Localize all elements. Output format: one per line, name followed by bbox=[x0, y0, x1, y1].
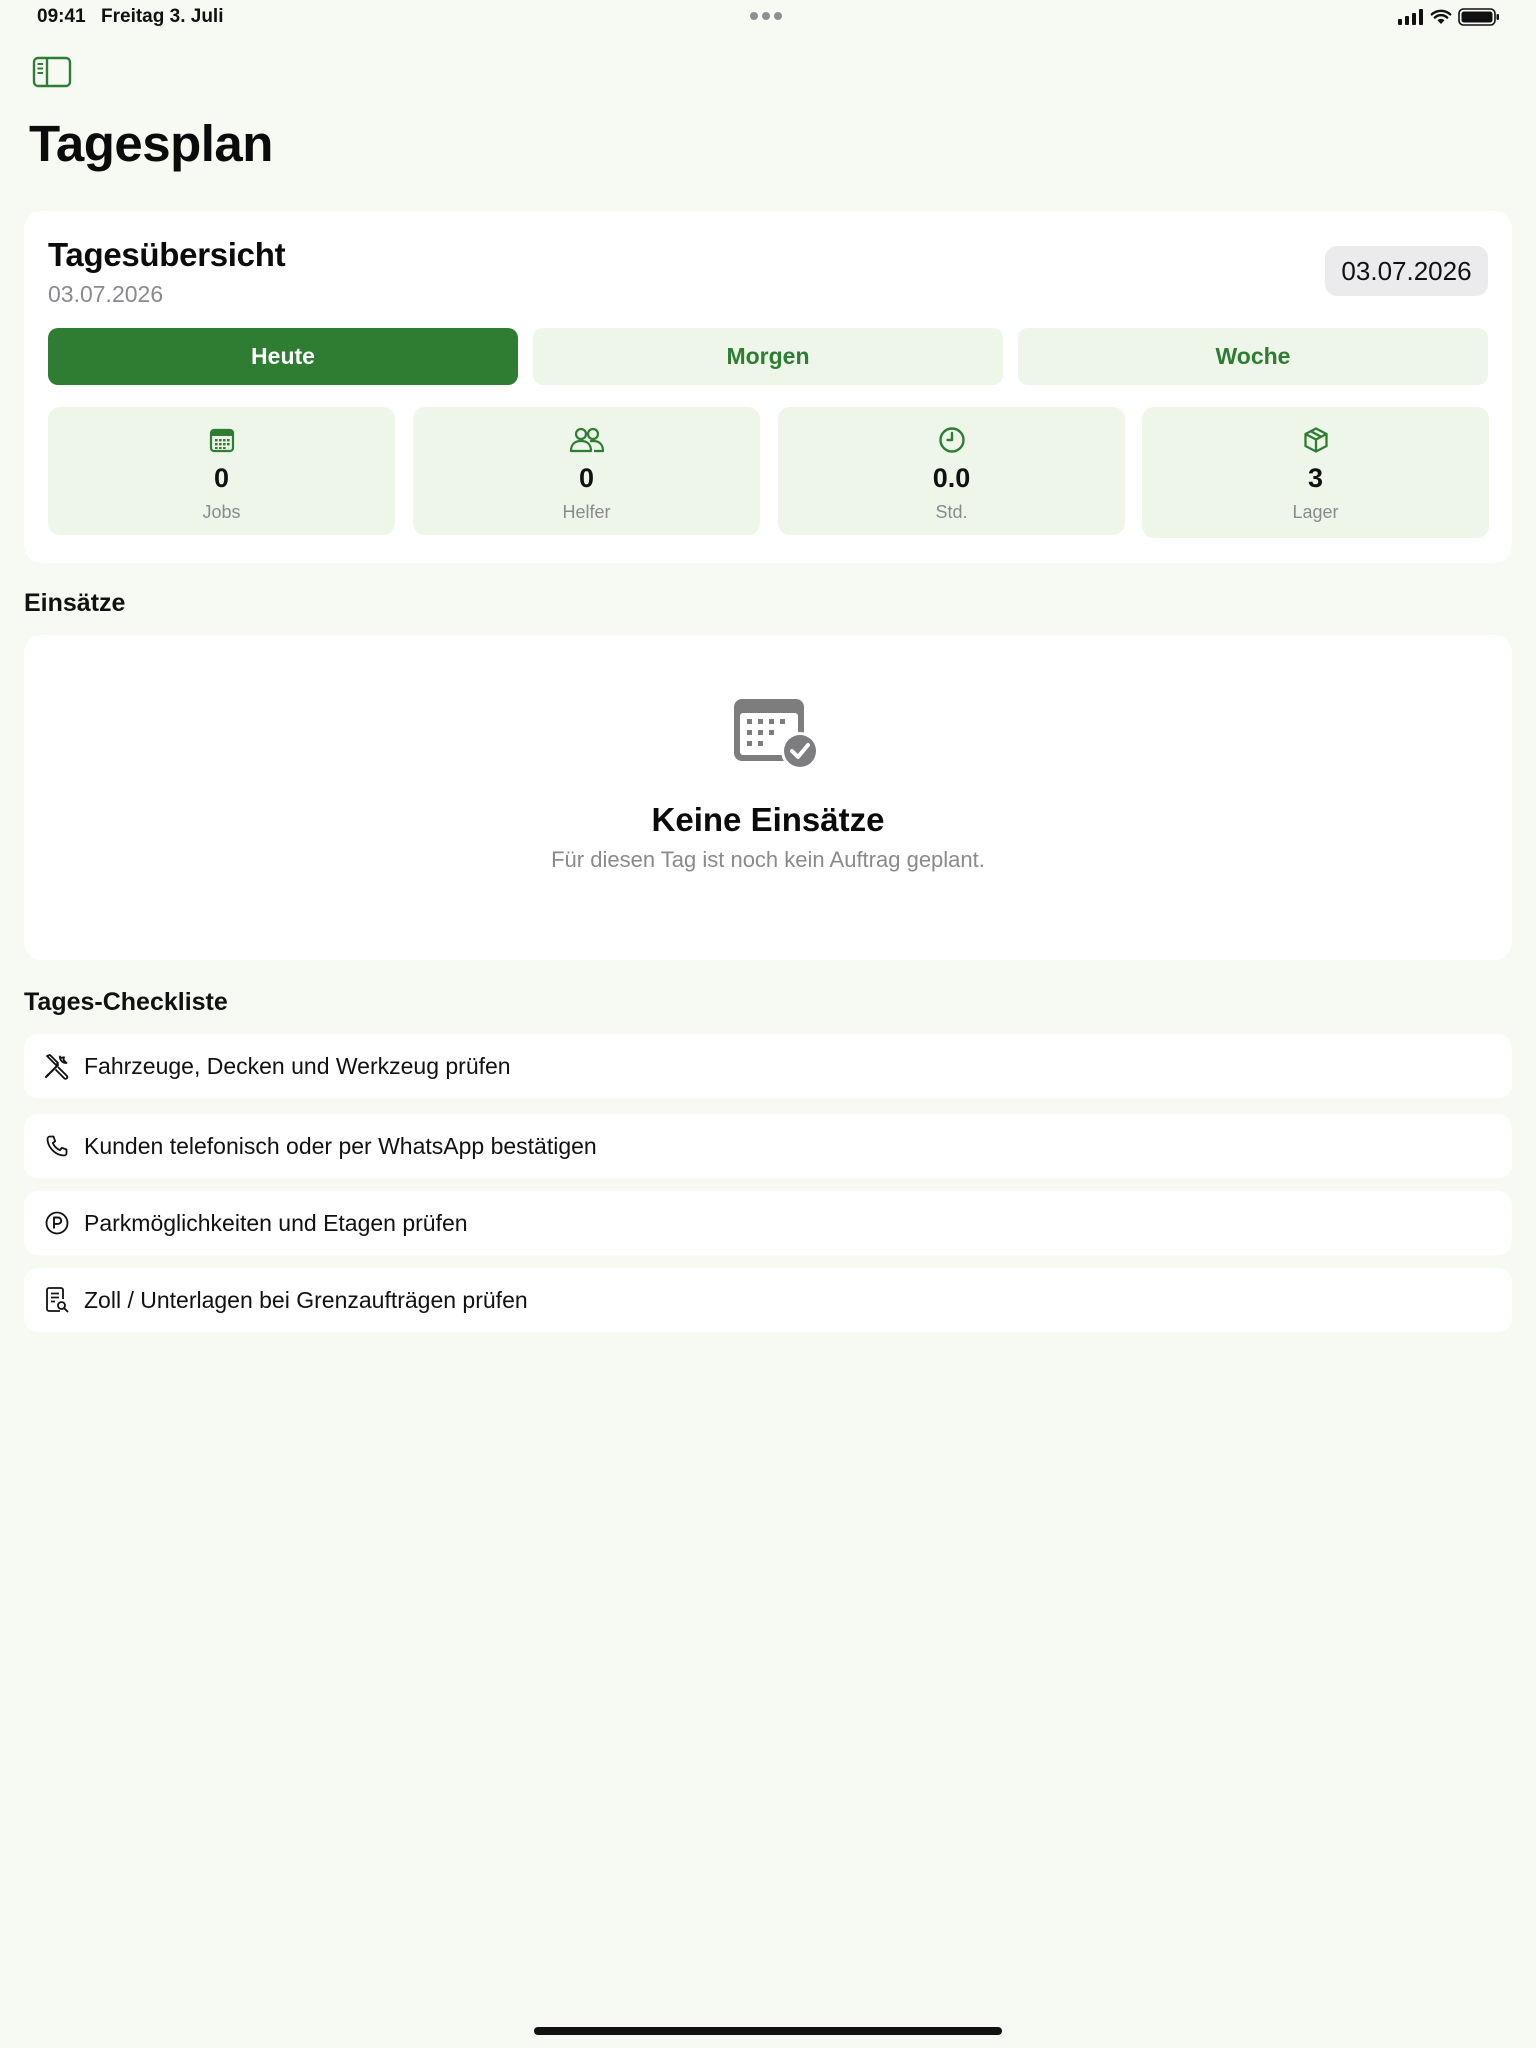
parking-icon bbox=[42, 1208, 72, 1238]
empty-state-title: Keine Einsätze bbox=[651, 801, 885, 838]
stat-jobs-value: 0 bbox=[213, 463, 230, 493]
stat-stunden-value: 0.0 bbox=[932, 463, 971, 493]
segment-heute[interactable]: Heute bbox=[48, 328, 518, 385]
status-indicators bbox=[1398, 8, 1500, 26]
einsaetze-empty-card bbox=[24, 635, 1512, 960]
sidebar-toggle-button[interactable] bbox=[32, 56, 72, 90]
sidebar-icon bbox=[32, 56, 72, 88]
stat-jobs-label: Jobs bbox=[202, 502, 241, 522]
stat-jobs bbox=[48, 407, 395, 535]
empty-calendar-icon bbox=[732, 697, 820, 776]
phone-icon bbox=[42, 1131, 72, 1161]
checklist-item-kunden[interactable] bbox=[24, 1114, 1512, 1178]
people-icon bbox=[569, 427, 605, 453]
stat-helfer bbox=[413, 407, 760, 535]
checklist-item-label: Kunden telefonisch oder per WhatsApp bestätigen bbox=[84, 1132, 597, 1159]
segment-morgen[interactable]: Morgen bbox=[533, 328, 1003, 385]
clock-icon bbox=[938, 426, 966, 454]
stat-helfer-label: Helfer bbox=[562, 502, 611, 522]
overview-title: Tagesübersicht bbox=[48, 236, 286, 273]
checklist-item-zoll[interactable] bbox=[24, 1268, 1512, 1332]
multitasking-dots-icon[interactable] bbox=[750, 12, 782, 20]
checklist-item-label: Zoll / Unterlagen bei Grenzaufträgen prüfen bbox=[84, 1286, 528, 1313]
cellular-signal-icon bbox=[1398, 9, 1424, 25]
checklist-item-label: Fahrzeuge, Decken und Werkzeug prüfen bbox=[84, 1052, 511, 1079]
stat-lager-label: Lager bbox=[1292, 502, 1339, 522]
stat-stunden-label: Std. bbox=[935, 502, 968, 522]
status-date: Freitag 3. Juli bbox=[101, 6, 224, 27]
document-search-icon bbox=[42, 1285, 72, 1315]
wifi-icon bbox=[1430, 9, 1452, 25]
checklist-item-fahrzeuge[interactable] bbox=[24, 1034, 1512, 1098]
status-time: 09:41 bbox=[37, 6, 86, 27]
stat-helfer-value: 0 bbox=[578, 463, 595, 493]
overview-subtitle: 03.07.2026 bbox=[48, 281, 164, 307]
segment-woche[interactable]: Woche bbox=[1018, 328, 1488, 385]
page-title: Tagesplan bbox=[29, 115, 273, 172]
checklist-item-label: Parkmöglichkeiten und Etagen prüfen bbox=[84, 1209, 468, 1236]
stat-lager bbox=[1142, 407, 1489, 538]
box-icon bbox=[1302, 426, 1330, 454]
stat-stunden bbox=[778, 407, 1125, 535]
empty-state-message: Für diesen Tag ist noch kein Auftrag geplant. bbox=[551, 847, 985, 872]
checklist-item-parken[interactable] bbox=[24, 1191, 1512, 1255]
checklist-section-title: Tages-Checkliste bbox=[24, 988, 228, 1016]
tools-icon bbox=[42, 1051, 72, 1081]
einsaetze-section-title: Einsätze bbox=[24, 589, 126, 617]
home-indicator[interactable] bbox=[534, 2027, 1002, 2035]
calendar-icon bbox=[209, 427, 235, 453]
battery-icon bbox=[1458, 8, 1500, 26]
stat-lager-value: 3 bbox=[1307, 463, 1324, 493]
date-picker-button[interactable]: 03.07.2026 bbox=[1325, 246, 1488, 296]
